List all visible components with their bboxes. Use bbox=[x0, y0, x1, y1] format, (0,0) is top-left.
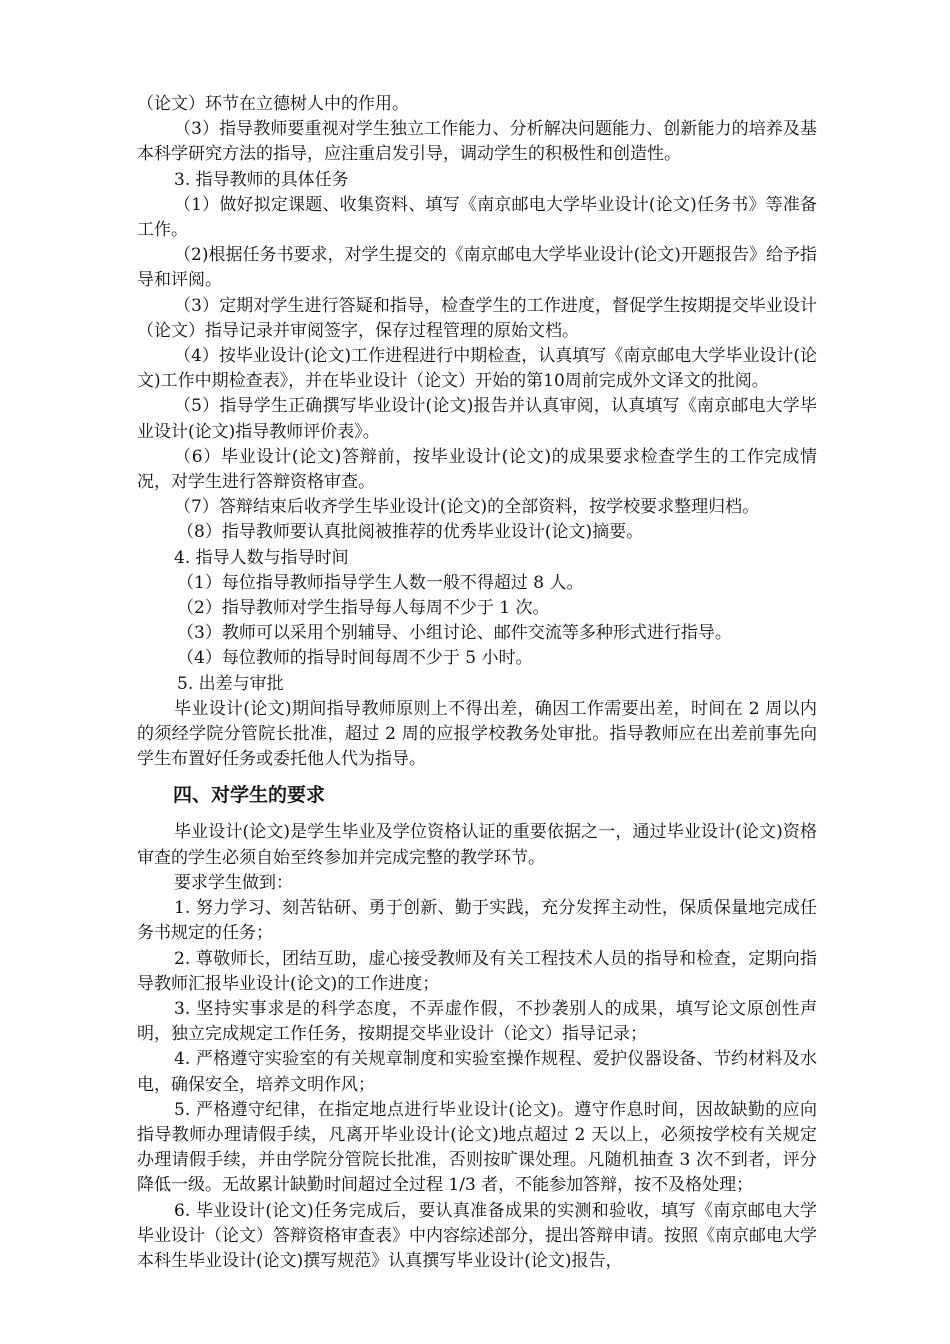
paragraph: 5. 严格遵守纪律，在指定地点进行毕业设计(论文)。遵守作息时间，因故缺勤的应向指导教师办理请假手续，凡离开毕业设计(论文)地点超过 2 天以上，必须按学校有关规定办理请假手续，并由学院分管院长批准，否则按旷课处理。凡随机抽查 3 次不到者，评分降低一级。无故累计缺勤时间超过全过程 1/3 者，不能参加答辩，按不及格处理； bbox=[137, 1099, 817, 1196]
paragraph: 毕业设计(论文)是学生毕业及学位资格认证的重要依据之一，通过毕业设计(论文)资格审查的学生必须自始至终参加并完成完整的教学环节。 bbox=[137, 822, 817, 868]
paragraph: （3）指导教师要重视对学生独立工作能力、分析解决问题能力、创新能力的培养及基本科学研究方法的指导，应注重启发引导，调动学生的积极性和创造性。 bbox=[137, 119, 817, 165]
paragraph: 5. 出差与审批 bbox=[177, 673, 284, 694]
paragraph: （论文）环节在立德树人中的作用。 bbox=[137, 94, 409, 114]
paragraph: 4. 严格遵守实验室的有关规章制度和实验室操作规程、爱护仪器设备、节约材料及水电，确保安全，培养文明作风； bbox=[137, 1049, 817, 1095]
paragraph: （8）指导教师要认真批阅被推荐的优秀毕业设计(论文)摘要。 bbox=[177, 522, 644, 543]
paragraph: 要求学生做到： bbox=[174, 872, 293, 893]
paragraph: （6）毕业设计(论文)答辩前，按毕业设计(论文)的成果要求检查学生的工作完成情况，对学生进行答辩资格审查。 bbox=[137, 446, 817, 493]
paragraph: （5）指导学生正确撰写毕业设计(论文)报告并认真审阅，认真填写《南京邮电大学毕业设计(论文)指导教师评价表》。 bbox=[137, 396, 817, 442]
paragraph: 4. 指导人数与指导时间 bbox=[174, 547, 349, 568]
paragraph: （1）做好拟定课题、收集资料、填写《南京邮电大学毕业设计(论文)任务书》等准备工作。 bbox=[137, 194, 817, 241]
paragraph: （3）定期对学生进行答疑和指导，检查学生的工作进度，督促学生按期提交毕业设计（论文）指导记录并审阅签字，保存过程管理的原始文档。 bbox=[137, 295, 817, 341]
paragraph: 1. 努力学习、刻苦钻研、勇于创新、勤于实践，充分发挥主动性，保质保量地完成任务书规定的任务； bbox=[137, 898, 817, 944]
paragraph: （1）每位指导教师指导学生人数一般不得超过 8 人。 bbox=[177, 572, 584, 593]
paragraph: 6. 毕业设计(论文)任务完成后，要认真准备成果的实测和验收，填写《南京邮电大学毕业设计（论文）答辩资格审查表》中内容综述部分，提出答辩申请。按照《南京邮电大学本科生毕业设计(论文)撰写规范》认真撰写毕业设计(论文)报告， bbox=[137, 1200, 817, 1271]
paragraph: （4）每位教师的指导时间每周不少于 5 小时。 bbox=[177, 648, 533, 669]
paragraph: 毕业设计(论文)期间指导教师原则上不得出差，确因工作需要出差，时间在 2 周以内的须经学院分管院长批准，超过 2 周的应报学校教务处审批。指导教师应在出差前事先向学生布置好任务或委托他人代为指导。 bbox=[137, 698, 817, 770]
paragraph: 3. 指导教师的具体任务 bbox=[174, 169, 349, 190]
paragraph: 3. 坚持实事求是的科学态度，不弄虚作假，不抄袭别人的成果，填写论文原创性声明，独立完成规定工作任务，按期提交毕业设计（论文）指导记录； bbox=[137, 998, 817, 1045]
paragraph-block-teacher-duties bbox=[137, 92, 817, 772]
paragraph-block-student-requirements bbox=[137, 820, 817, 1274]
document-body bbox=[137, 92, 817, 1274]
section-heading: 四、对学生的要求 bbox=[173, 784, 326, 807]
paragraph: （2）指导教师对学生指导每人每周不少于 1 次。 bbox=[177, 598, 550, 619]
paragraph: 2. 尊敬师长，团结互助，虚心接受教师及有关工程技术人员的指导和检查，定期向指导教师汇报毕业设计(论文)的工作进度； bbox=[137, 948, 817, 994]
paragraph: （4）按毕业设计(论文)工作进程进行中期检查，认真填写《南京邮电大学毕业设计(论文)工作中期检查表》，并在毕业设计（论文）开始的第10周前完成外文译文的批阅。 bbox=[137, 346, 817, 392]
paragraph: （2)根据任务书要求，对学生提交的《南京邮电大学毕业设计(论文)开题报告》给予指导和评阅。 bbox=[137, 245, 817, 291]
paragraph: （7）答辩结束后收齐学生毕业设计(论文)的全部资料，按学校要求整理归档。 bbox=[174, 497, 760, 518]
paragraph: （3）教师可以采用个别辅导、小组讨论、邮件交流等多种形式进行指导。 bbox=[177, 623, 732, 644]
